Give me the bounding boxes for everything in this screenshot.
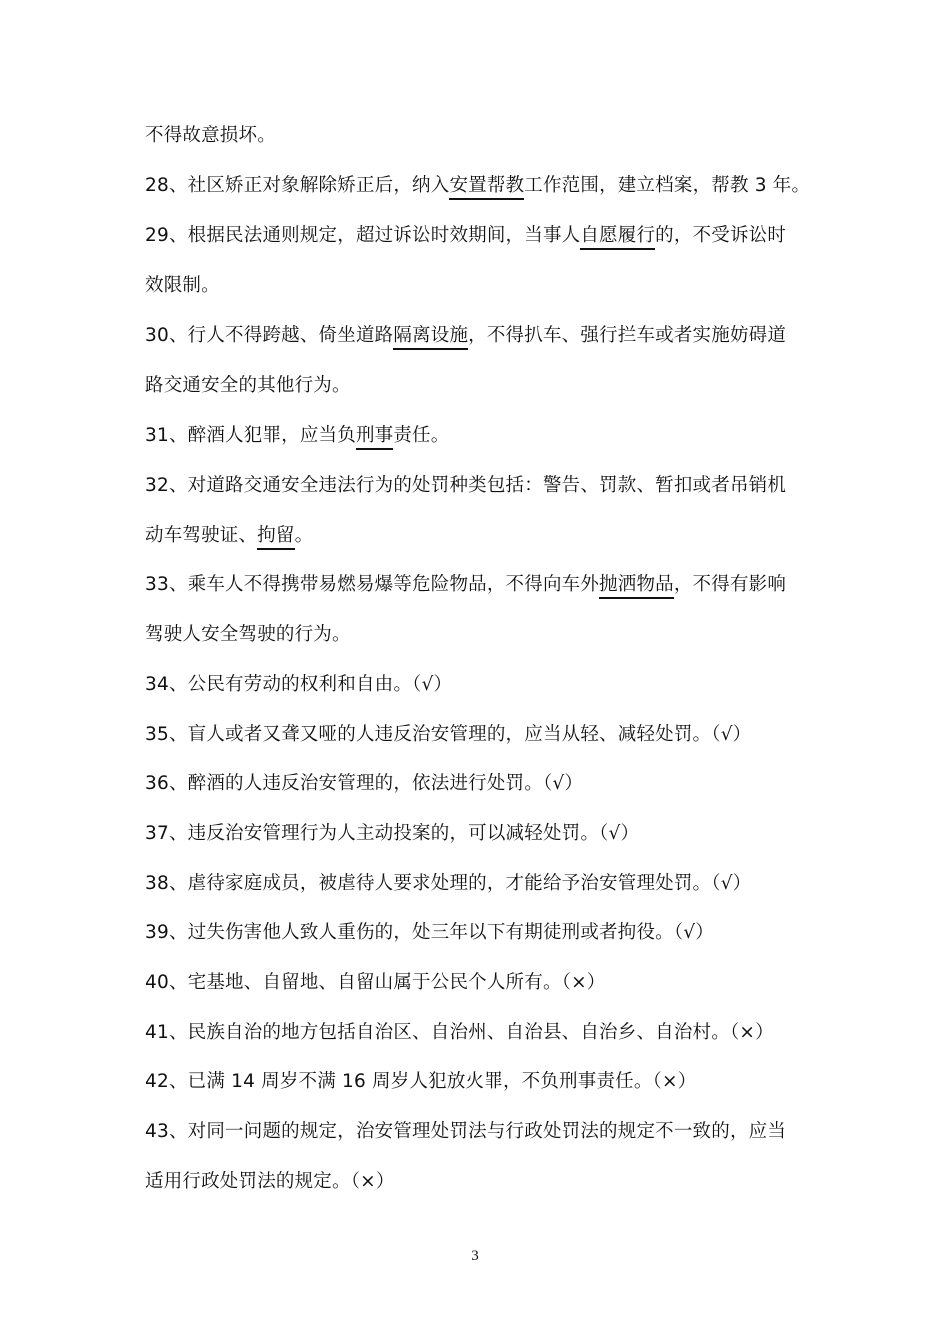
underlined-answer: 自愿履行 [580,225,656,246]
text-line [145,770,825,798]
text-line [145,969,825,997]
text-line [145,472,825,500]
text-span: 的，不受诉讼时 [655,225,787,246]
text-line [145,621,825,649]
text-line [145,919,825,947]
text-span: 。 [294,525,314,546]
text-line [145,870,825,898]
text-span: 39、过失伤害他人致人重伤的，处三年以下有期徒刑或者拘役。（√） [145,922,714,943]
text-span: 36、醉酒的人违反治安管理的，依法进行处罚。（√） [145,773,584,794]
text-span: 42、已满 14 周岁不满 16 周岁人犯放火罪，不负刑事责任。（×） [145,1071,697,1092]
text-span: 路交通安全的其他行为。 [145,375,351,396]
text-span: 动车驾驶证、 [145,525,258,546]
text-span: 不得故意损坏。 [145,125,276,146]
text-line [145,372,825,400]
text-line [145,272,825,300]
text-line [145,820,825,848]
text-line [145,522,825,550]
text-span: 责任。 [393,425,450,446]
text-line [145,1019,825,1047]
text-span: 41、民族自治的地方包括自治区、自治州、自治县、自治乡、自治村。（×） [145,1022,774,1043]
text-line [145,671,825,699]
underlined-answer: 刑事 [355,425,394,446]
underlined-answer: 抛洒物品 [599,574,674,595]
text-span: 35、盲人或者又聋又哑的人违反治安管理的，应当从轻、减轻处罚。（√） [145,724,752,745]
text-span: 工作范围，建立档案，帮教 3 年。 [524,175,811,196]
text-line [145,1118,825,1146]
text-line [145,1168,825,1196]
text-span: 40、宅基地、自留地、自留山属于公民个人所有。（×） [145,972,606,993]
text-span: 43、对同一问题的规定，治安管理处罚法与行政处罚法的规定不一致的，应当 [145,1121,787,1142]
text-line [145,571,825,599]
text-span: 29、根据民法通则规定，超过诉讼时效期间，当事人 [145,225,581,246]
text-span: ，不得有影响 [673,574,787,595]
text-line [145,721,825,749]
text-span: 31、醉酒人犯罪，应当负 [145,425,356,446]
underlined-answer: 安置帮教 [449,175,525,196]
underlined-answer: 拘留 [257,525,295,546]
text-line [145,122,825,150]
text-line [145,172,825,200]
text-span: ，不得扒车、强行拦车或者实施妨碍道 [468,325,787,346]
underlined-answer: 隔离设施 [393,325,469,346]
text-span: 34、公民有劳动的权利和自由。（√） [145,674,453,695]
text-line [145,322,825,350]
text-span: 驾驶人安全驾驶的行为。 [145,624,351,645]
text-span: 30、行人不得跨越、倚坐道路 [145,325,394,346]
text-line [145,1068,825,1096]
text-line [145,222,825,250]
text-span: 28、社区矫正对象解除矫正后，纳入 [145,175,450,196]
text-line [145,422,825,450]
text-span: 33、乘车人不得携带易燃易爆等危险物品，不得向车外 [145,574,600,595]
text-span: 适用行政处罚法的规定。（×） [145,1171,395,1192]
text-span: 效限制。 [145,275,220,296]
text-span: 32、对道路交通安全违法行为的处罚种类包括：警告、罚款、暂扣或者吊销机 [145,475,787,496]
text-span: 38、虐待家庭成员，被虐待人要求处理的，才能给予治安管理处罚。（√） [145,873,752,894]
text-span: 37、违反治安管理行为人主动投案的，可以减轻处罚。（√） [145,823,640,844]
page-number: 3 [471,1248,479,1264]
